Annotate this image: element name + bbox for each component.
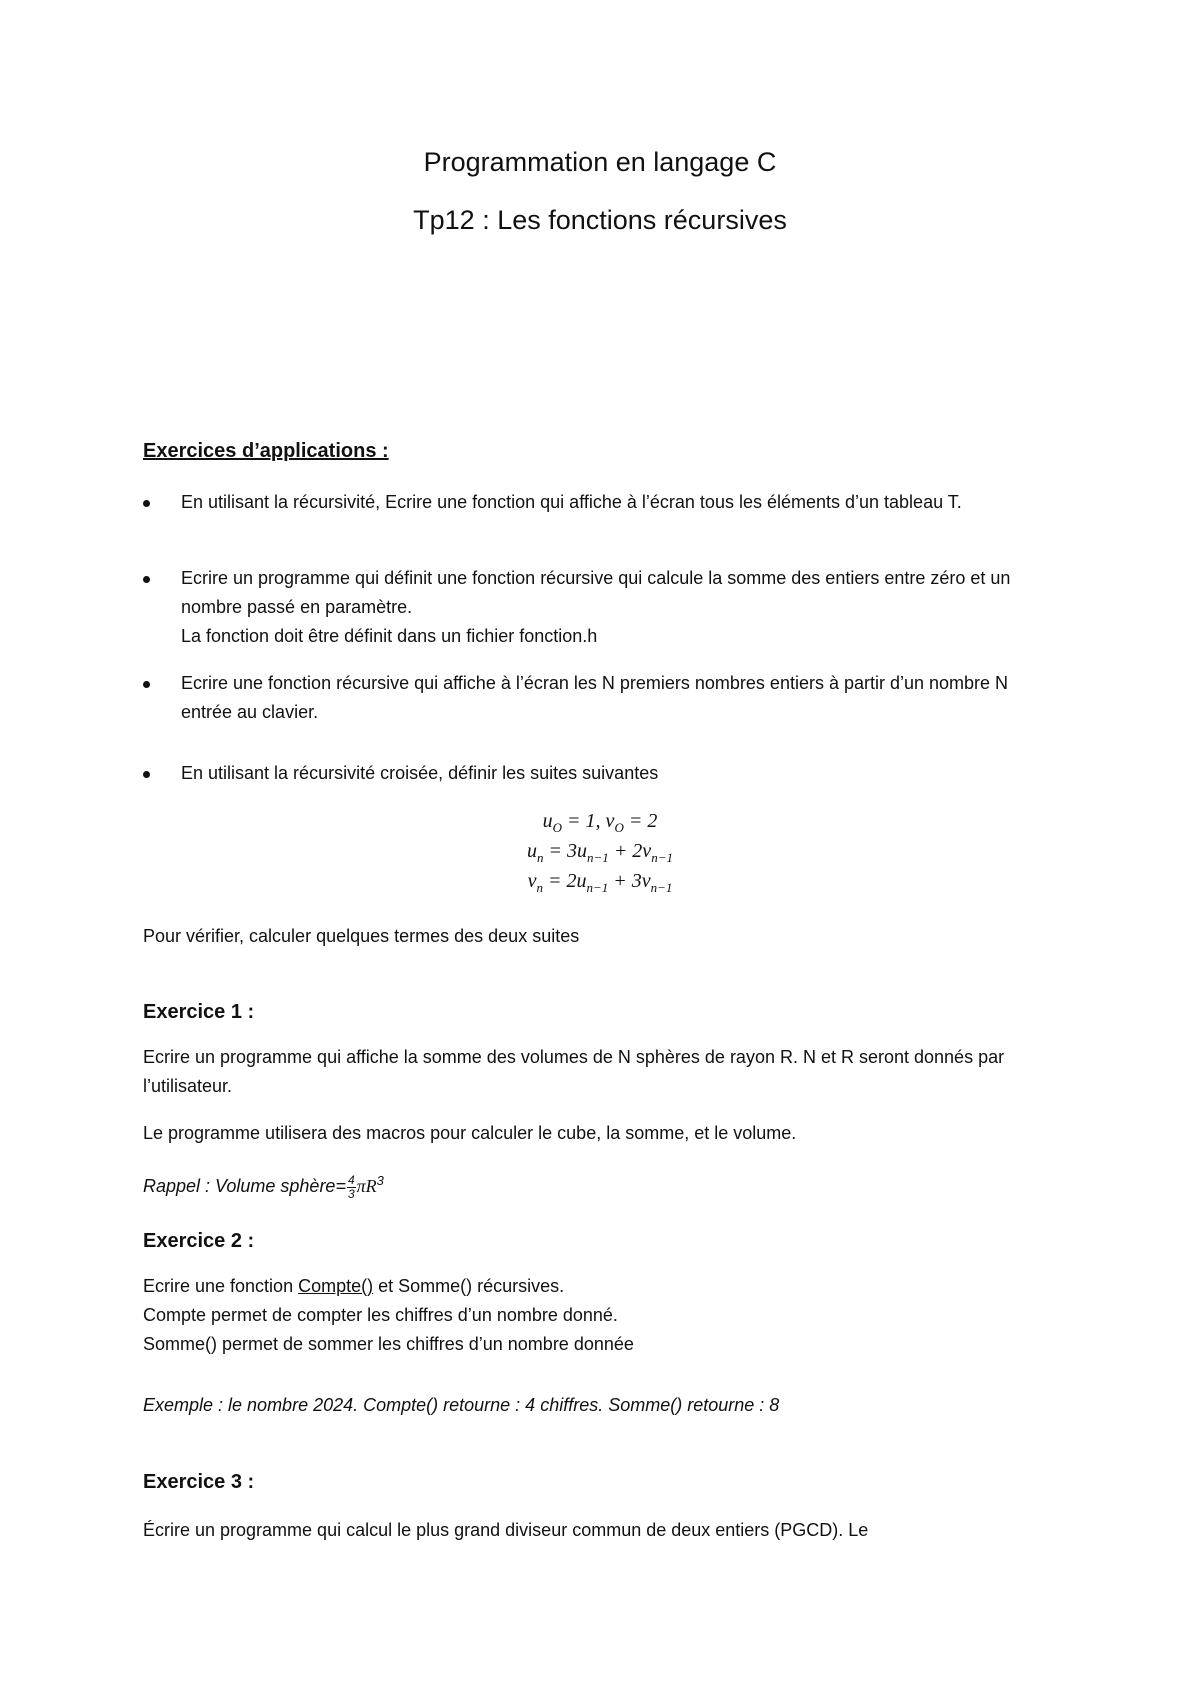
- exercise-1-reminder: Rappel : Volume sphère= $\frac{4}{3}$ $\pi R^3$: [143, 1172, 384, 1201]
- exercise-2-example: Exemple : le nombre 2024. Compte() retourne : 4 chiffres. Somme() retourne : 8: [143, 1395, 780, 1415]
- bullet-icon: [143, 500, 150, 507]
- equation-vn: $v_n = 2u_{n-1} + 3v_{n-1}$: [527, 870, 673, 895]
- list-item: [143, 669, 1063, 727]
- list-item: [143, 488, 1063, 517]
- exercise-2-statement: Ecrire une fonction Compte() et Somme() récursives. Compte permet de compter les chiffres d’un nombre donné. Somme() permet de sommer les chiffres d’un nombre donnée: [143, 1276, 634, 1354]
- compte-function-link[interactable]: Compte(): [298, 1276, 374, 1296]
- exercise-3-statement: Écrire un programme qui calcul le plus grand diviseur commun de deux entiers (PGCD). Le: [143, 1520, 869, 1540]
- exercise-1-macros: Le programme utilisera des macros pour calculer le cube, la somme, et le volume.: [143, 1123, 797, 1143]
- document-title: Programmation en langage C: [423, 147, 777, 177]
- list-item-text: En utilisant la récursivité, Ecrire une fonction qui affiche à l’écran tous les éléments d’un tableau T.: [181, 492, 962, 512]
- list-item-text: Ecrire un programme qui définit une fonction récursive qui calcule la somme des entiers entre zéro et un nombre passé en paramètre.: [181, 568, 1011, 617]
- exercise-1-heading: Exercice 1 :: [143, 1001, 255, 1023]
- bullet-icon: [143, 771, 150, 778]
- list-item: [143, 759, 1063, 788]
- bullet-icon: [143, 681, 150, 688]
- exercise-2-heading: Exercice 2 :: [143, 1230, 255, 1252]
- verification-text: Pour vérifier, calculer quelques termes des deux suites: [143, 926, 580, 946]
- list-item-note: La fonction doit être définit dans un fichier fonction.h: [181, 626, 598, 646]
- list-item: [143, 564, 1063, 651]
- fraction: $\frac{4}{3}$: [347, 1172, 355, 1201]
- exercise-1-statement: Ecrire un programme qui affiche la somme des volumes de N sphères de rayon R. N et R seront donnés par l’utilisateur.: [143, 1047, 1005, 1096]
- applications-heading: Exercices d’applications :: [143, 440, 389, 462]
- equation-initial: $u_O = 1$, $v_O = 2$: [542, 810, 658, 835]
- document-subtitle: Tp12 : Les fonctions récursives: [413, 205, 787, 235]
- list-item-text: En utilisant la récursivité croisée, définir les suites suivantes: [181, 763, 659, 783]
- equation-un: $u_n = 3u_{n-1} + 2v_{n-1}$: [527, 840, 673, 865]
- list-item-text: Ecrire une fonction récursive qui affiche à l’écran les N premiers nombres entiers à partir d’un nombre N entrée au clavier.: [181, 673, 1009, 722]
- bullet-icon: [143, 576, 150, 583]
- exercise-3-heading: Exercice 3 :: [143, 1471, 255, 1493]
